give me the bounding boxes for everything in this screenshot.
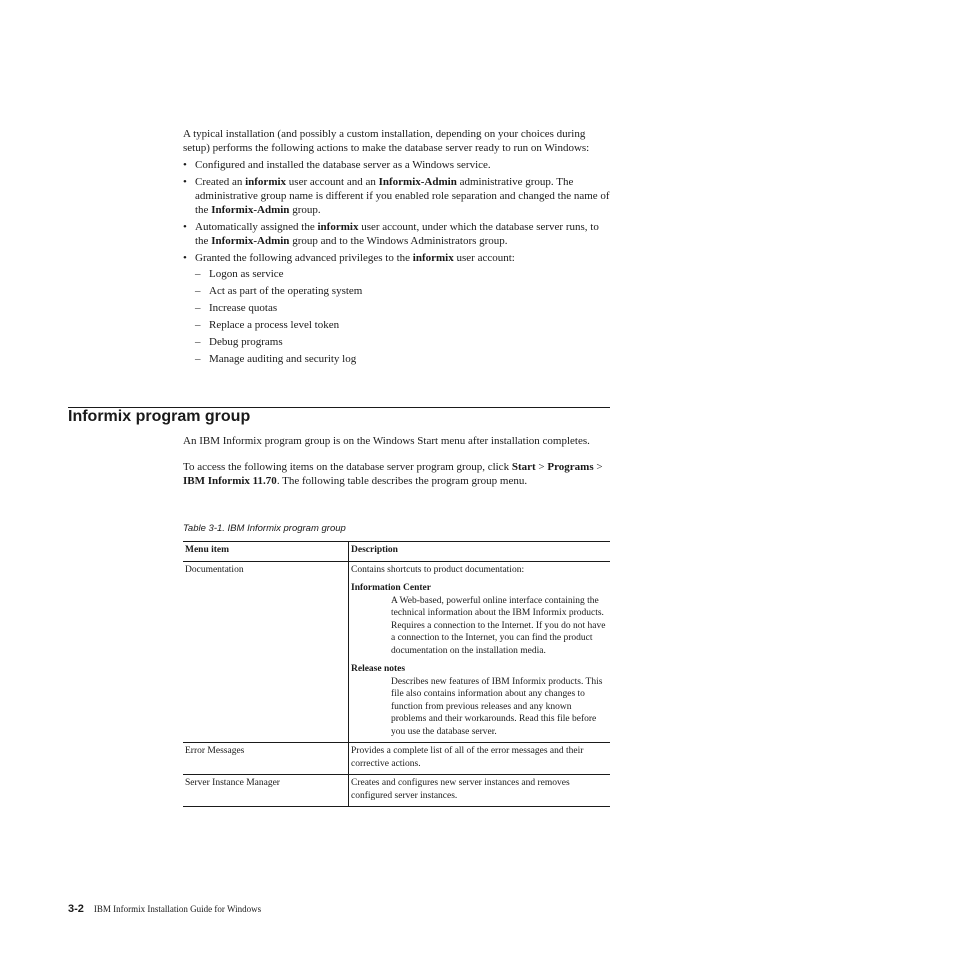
program-group-table <box>183 541 610 807</box>
table-row <box>183 743 610 775</box>
list-item: – Manage auditing and security log <box>195 352 613 366</box>
entry-definition: Describes new features of IBM Informix products. This file also contains information about any changes to function from previous releases and any known problems and their workarounds. Read this file before you use the database server. <box>391 676 603 737</box>
menu-item-cell: Error Messages <box>183 743 349 775</box>
list-item: – Increase quotas <box>195 301 613 315</box>
column-header-description: Description <box>349 542 611 562</box>
list-item: – Replace a process level token <box>195 318 613 332</box>
page-number: 3-2 <box>68 903 84 915</box>
table-caption: Table 3-1. IBM Informix program group <box>183 523 346 534</box>
section-heading: Informix program group <box>68 408 251 425</box>
description-cell: Creates and configures new server instances and removes configured server instances. <box>349 775 611 807</box>
column-header-menu-item: Menu item <box>183 542 349 562</box>
section-paragraph: To access the following items on the database server program group, click Start > Programs > IBM Informix 11.70. The following table describes the program group menu. <box>183 461 603 487</box>
list-item: • Automatically assigned the informix user account, under which the database server runs, to the Informix-Admin group and to the Windows Administrators group. <box>183 220 613 248</box>
table-row <box>183 775 610 807</box>
description-cell: Contains shortcuts to product documentation: Information Center A Web-based, powerful online interface containing the technical information about the IBM Informix products. Requires a connection to the Internet. If you do not have a connection to the Internet, you can find the product documentation on the installation media. Release notes Describes new features of IBM Informix products. This file also contains information about any changes to function from previous releases and any known problems and their workarounds. Read this file before you use the database server. <box>349 561 611 743</box>
list-item: – Act as part of the operating system <box>195 284 613 298</box>
intro-paragraph: A typical installation (and possibly a custom installation, depending on your choices during setup) performs the following actions to make the database server ready to run on Windows: <box>183 128 590 154</box>
menu-item-cell: Documentation <box>183 561 349 743</box>
entry-definition: A Web-based, powerful online interface containing the technical information about the IBM Informix products. Requires a connection to the Internet. If you do not have a connection to the Internet, you can find the product documentation on the installation media. <box>391 595 606 656</box>
list-item: • Granted the following advanced privileges to the informix user account: – Logon as service – Act as part of the operating system – Increase quotas – Replace a process level token – Debug programs – Manage auditing and security log <box>183 251 613 366</box>
entry-term: Release notes <box>351 664 406 674</box>
table-header-row <box>183 542 610 562</box>
footer-title: IBM Informix Installation Guide for Windows <box>93 904 262 914</box>
page-footer <box>68 903 261 915</box>
list-item: – Logon as service <box>195 267 613 281</box>
section-paragraph: An IBM Informix program group is on the Windows Start menu after installation completes. <box>183 435 590 447</box>
list-item: • Configured and installed the database server as a Windows service. <box>183 158 613 172</box>
menu-item-cell: Server Instance Manager <box>183 775 349 807</box>
entry-term: Information Center <box>351 583 431 593</box>
actions-list <box>183 158 613 366</box>
list-item: • Created an informix user account and an Informix-Admin administrative group. The administrative group name is different if you enabled role separation and changed the name of the Informix-Admin group. <box>183 175 613 217</box>
intro-section <box>183 127 613 369</box>
table-row <box>183 561 610 743</box>
section-body <box>183 434 613 488</box>
privileges-list <box>195 267 613 366</box>
description-cell: Provides a complete list of all of the error messages and their corrective actions. <box>349 743 611 775</box>
list-item: – Debug programs <box>195 335 613 349</box>
